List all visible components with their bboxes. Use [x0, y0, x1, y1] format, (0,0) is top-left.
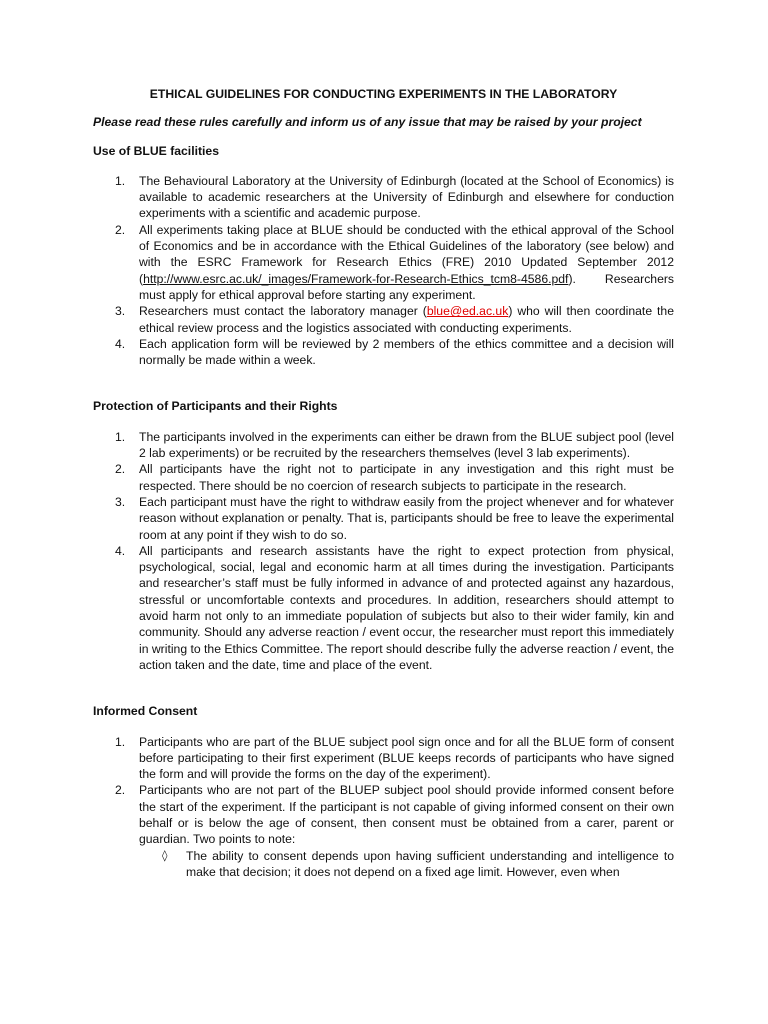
list-item-number: 2.	[115, 783, 126, 798]
document-page	[93, 86, 674, 880]
list-item-text: Each participant must have the right to withdraw easily from the project whenever and for whatever reason without explanation or penalty. That is, participants should be free to leave the experimental room at any point if they wish to do so.	[139, 494, 674, 542]
section-heading-protection-of-participants: Protection of Participants and their Rights	[93, 399, 338, 414]
list-item-number: 1.	[115, 734, 126, 749]
list-item	[93, 336, 674, 369]
list-item-number: 1.	[115, 173, 126, 188]
list-item-text: The Behavioural Laboratory at the University of Edinburgh (located at the School of Economics) is available to academic researchers at the University of Edinburgh and elsewhere for conduction experiments with a scientific and academic purpose.	[139, 173, 674, 221]
document-title: ETHICAL GUIDELINES FOR CONDUCTING EXPERIMENTS IN THE LABORATORY	[149, 87, 618, 101]
list-item	[93, 782, 674, 880]
list-item-number: 2.	[115, 462, 126, 477]
numbered-list-protection-of-participants	[93, 429, 674, 673]
list-item-text: All participants have the right not to participate in any investigation and this right must be respected. There should be no coercion of research subjects to participate in the research.	[139, 462, 674, 493]
list-item-text: ). Researchers must apply for ethical approval before starting any experiment.	[139, 271, 674, 302]
list-item-text: Participants who are not part of the BLUEP subject pool should provide informed consent before the start of the experiment. If the participant is not capable of giving informed consent on their own behalf or is below the age of consent, then consent must be obtained from a carer, parent or guardian. Two points to note:	[139, 783, 674, 847]
list-item	[93, 494, 674, 543]
list-item-text: The participants involved in the experiments can either be drawn from the BLUE subject pool (level 2 lab experiments) or be recruited by the researchers themselves (level 3 lab experiments).	[139, 429, 674, 461]
list-item-number: 2.	[115, 222, 126, 237]
section-spacer	[93, 368, 674, 398]
list-item	[93, 429, 674, 462]
esrc-framework-link[interactable]: http://www.esrc.ac.uk/_images/Framework-for-Research-Ethics_tcm8-4586.pdf	[143, 271, 569, 286]
list-item	[93, 222, 674, 303]
list-item	[93, 303, 674, 336]
list-item-text: Each application form will be reviewed by 2 members of the ethics committee and a decision will normally be made within a week.	[139, 336, 674, 368]
list-item-number: 3.	[115, 304, 126, 319]
list-item-number: 1.	[115, 429, 126, 444]
list-item-number: 4.	[115, 336, 126, 351]
list-item	[93, 543, 674, 673]
section-spacer	[93, 673, 674, 703]
list-item	[93, 173, 674, 222]
sublist-item-text: The ability to consent depends upon having sufficient understanding and intelligence to make that decision; it does not depend on a fixed age limit. However, even when	[186, 848, 674, 879]
section-heading-use-of-blue-facilities: Use of BLUE facilities	[93, 143, 219, 158]
list-item-text: Researchers must contact the laboratory manager (	[139, 304, 427, 319]
lab-manager-email-link[interactable]: blue@ed.ac.uk	[426, 304, 509, 319]
list-item	[93, 461, 674, 494]
list-item-text: All experiments taking place at BLUE should be conducted with the ethical approval of the School of Economics and be in accordance with the Ethical Guidelines of the laboratory (see below) and with the ESRC Framework for Research Ethics (FRE) 2010 Updated September 2012 (	[139, 222, 674, 286]
numbered-list-informed-consent	[93, 734, 674, 881]
diamond-bullet-icon: ◊	[162, 848, 168, 862]
numbered-list-use-of-blue-facilities	[93, 173, 674, 369]
list-item-text: ) who will then coordinate the ethical review process and the logistics associated with conducting experiments.	[139, 304, 674, 335]
list-item-text: All participants and research assistants have the right to expect protection from physical, psychological, social, legal and economic harm at all times during the investigation. Participants and researcher’s staff must be fully informed in advance of and protected against any hazardous, stressful or uncomfortable contexts and procedures. In addition, researchers should attempt to avoid harm not only to an immediate population of subjects but also to their wider family, kin and community. Should any adverse reaction / event occur, the researcher must report this immediately in writing to the Ethics Committee. The report should describe fully the adverse reaction / event, the action taken and the date, time and place of the event.	[139, 543, 674, 672]
list-item-number: 4.	[115, 543, 126, 558]
section-heading-informed-consent: Informed Consent	[93, 704, 198, 719]
list-item-text: Participants who are part of the BLUE subject pool sign once and for all the BLUE form of consent before participating to their first experiment (BLUE keeps records of participants who have signed the form and will provide the forms on the day of the experiment).	[139, 734, 674, 782]
list-item-number: 3.	[115, 494, 126, 509]
list-item	[93, 734, 674, 783]
bullet-sublist	[139, 848, 674, 881]
sublist-item	[139, 848, 674, 881]
document-intro: Please read these rules carefully and inform us of any issue that may be raised by your project	[93, 115, 642, 130]
